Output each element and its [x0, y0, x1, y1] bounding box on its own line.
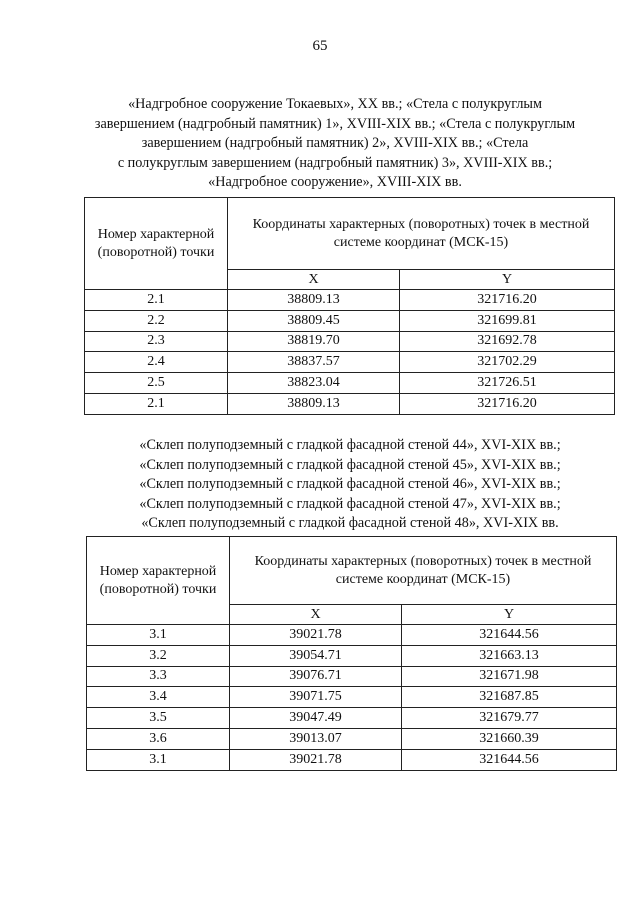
- heading-line: «Склеп полуподземный с гладкой фасадной стеной 48», XVI-XIX вв.: [141, 515, 559, 532]
- cell-point: 2.1: [85, 290, 228, 311]
- header-y: Y: [402, 605, 617, 625]
- cell-point: 3.4: [87, 687, 230, 708]
- coordinates-table-2: [86, 536, 617, 771]
- header-y: Y: [400, 270, 615, 290]
- table-row: [85, 290, 615, 311]
- header-x: X: [228, 270, 400, 290]
- cell-y: 321716.20: [400, 290, 615, 311]
- cell-point: 3.1: [87, 625, 230, 646]
- heading-line: «Надгробное сооружение Токаевых», XX вв.; «Стела с полукруглым: [128, 96, 542, 112]
- cell-point: 3.5: [87, 708, 230, 729]
- cell-y: 321692.78: [400, 331, 615, 352]
- cell-x: 38809.45: [228, 310, 400, 331]
- page-number: 65: [312, 38, 328, 54]
- cell-x: 38819.70: [228, 331, 400, 352]
- section1-heading: [70, 95, 600, 193]
- table-row: [85, 352, 615, 373]
- heading-line: завершением (надгробный памятник) 2», XVIII-XIX вв.; «Стела: [141, 135, 529, 152]
- cell-x: 38809.13: [228, 290, 400, 311]
- header-x: X: [230, 605, 402, 625]
- table-row: [87, 749, 617, 770]
- heading-line: «Склеп полуподземный с гладкой фасадной стеной 44», XVI-XIX вв.;: [139, 437, 561, 453]
- table-row: [87, 708, 617, 729]
- heading-line: завершением (надгробный памятник) 1», XVIII-XIX вв.; «Стела с полукруглым: [94, 115, 576, 132]
- table-row: [85, 331, 615, 352]
- cell-point: 2.5: [85, 373, 228, 394]
- cell-point: 2.4: [85, 352, 228, 373]
- header-coordinates: Координаты характерных (поворотных) точек в местной системе координат (МСК-15): [228, 198, 615, 270]
- cell-y: 321699.81: [400, 310, 615, 331]
- cell-point: 2.2: [85, 310, 228, 331]
- cell-y: 321663.13: [402, 645, 617, 666]
- table-row: [85, 393, 615, 414]
- cell-point: 3.3: [87, 666, 230, 687]
- header-point-number: Номер характерной (поворотной) точки: [87, 537, 230, 625]
- table-row: [87, 625, 617, 646]
- cell-x: 39021.78: [230, 625, 402, 646]
- cell-point: 2.1: [85, 393, 228, 414]
- table-row: [85, 373, 615, 394]
- cell-point: 3.6: [87, 728, 230, 749]
- header-coordinates: Координаты характерных (поворотных) точек в местной системе координат (МСК-15): [230, 537, 617, 605]
- cell-y: 321702.29: [400, 352, 615, 373]
- heading-line: «Склеп полуподземный с гладкой фасадной стеной 46», XVI-XIX вв.;: [139, 476, 561, 493]
- cell-point: 3.2: [87, 645, 230, 666]
- cell-point: 2.3: [85, 331, 228, 352]
- cell-y: 321660.39: [402, 728, 617, 749]
- cell-x: 39021.78: [230, 749, 402, 770]
- table-row: [87, 687, 617, 708]
- cell-x: 39054.71: [230, 645, 402, 666]
- heading-line: «Склеп полуподземный с гладкой фасадной стеной 45», XVI-XIX вв.;: [139, 456, 561, 473]
- cell-y: 321671.98: [402, 666, 617, 687]
- cell-x: 39071.75: [230, 687, 402, 708]
- cell-x: 38823.04: [228, 373, 400, 394]
- heading-line: с полукруглым завершением (надгробный памятник) 3», XVIII-XIX вв.;: [117, 154, 553, 171]
- cell-y: 321644.56: [402, 749, 617, 770]
- cell-x: 39013.07: [230, 728, 402, 749]
- cell-point: 3.1: [87, 749, 230, 770]
- cell-y: 321687.85: [402, 687, 617, 708]
- cell-x: 39047.49: [230, 708, 402, 729]
- cell-x: 39076.71: [230, 666, 402, 687]
- table-row: [87, 728, 617, 749]
- table-row: [87, 666, 617, 687]
- cell-y: 321726.51: [400, 373, 615, 394]
- heading-line: «Склеп полуподземный с гладкой фасадной стеной 47», XVI-XIX вв.;: [139, 495, 561, 512]
- cell-y: 321679.77: [402, 708, 617, 729]
- cell-x: 38809.13: [228, 393, 400, 414]
- cell-y: 321644.56: [402, 625, 617, 646]
- section2-heading: [70, 436, 630, 534]
- cell-y: 321716.20: [400, 393, 615, 414]
- table-row: [85, 310, 615, 331]
- heading-line: «Надгробное сооружение», XVIII-XIX вв.: [208, 174, 462, 191]
- header-point-number: Номер характерной (поворотной) точки: [85, 198, 228, 290]
- table-row: [87, 645, 617, 666]
- coordinates-table-1: [84, 197, 615, 415]
- cell-x: 38837.57: [228, 352, 400, 373]
